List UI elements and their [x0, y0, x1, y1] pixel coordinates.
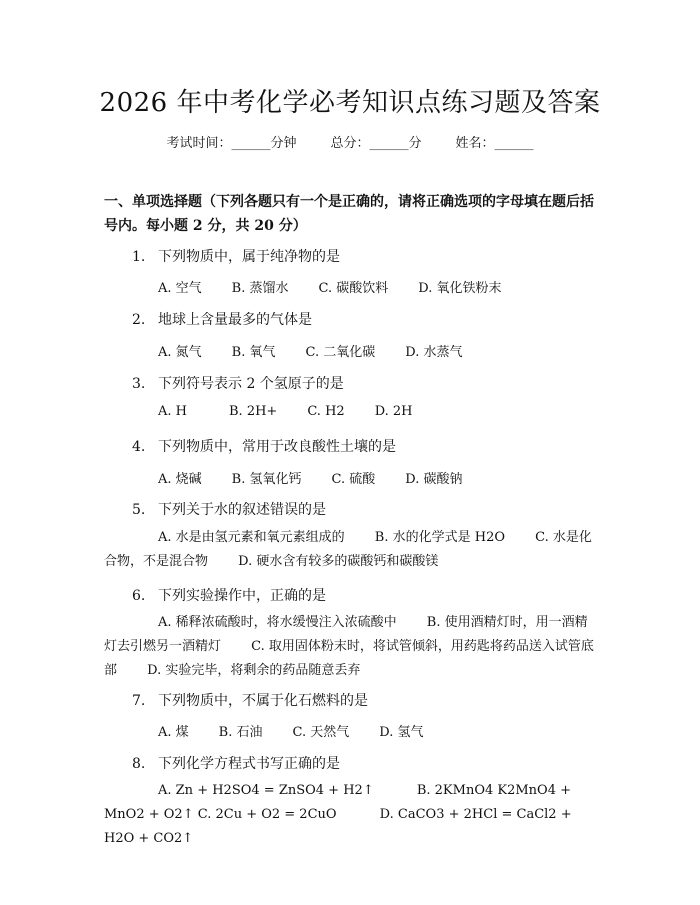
option-a: A. 空气 [158, 281, 202, 296]
section-heading: 一、单项选择题（下列各题只有一个是正确的，请将正确选项的字母填在题后括号内。每小题 2 分，共 20 分） [104, 194, 594, 234]
question-text: 下列物质中，不属于化石燃料的是 [158, 693, 368, 709]
question-1-options [158, 277, 531, 296]
option-d: D. 碳酸钠 [405, 472, 463, 487]
option-b: B. 氢氧化钙 [231, 472, 302, 487]
option-a: A. 烧碱 [158, 472, 202, 487]
question-text: 下列化学方程式书写正确的是 [158, 756, 340, 772]
question-number: 8. [132, 756, 146, 772]
question-7-stem [132, 690, 368, 710]
option-a: A. 氮气 [158, 345, 202, 360]
option-b: B. 2H+ [229, 404, 278, 419]
option-c: C. 硫酸 [331, 472, 376, 487]
question-number: 1. [132, 249, 146, 265]
question-text: 下列符号表示 2 个氢原子的是 [158, 376, 344, 392]
option-c: C. 二氧化碳 [305, 345, 376, 360]
question-number: 6. [132, 588, 146, 604]
question-2-stem [132, 309, 312, 329]
question-text: 下列关于水的叙述错误的是 [158, 502, 326, 518]
question-number: 7. [132, 693, 146, 709]
question-text: 下列物质中，属于纯净物的是 [158, 249, 340, 265]
question-6-options: A. 稀释浓硫酸时，将水缓慢注入浓硫酸中 B. 使用酒精灯时，用一酒精灯去引燃另一酒精灯 C. 取用固体粉末时，将试管倾斜，用药匙将药品送入试管底部 D. 实验完毕，将剩余的药品随意丢弃 [104, 615, 594, 678]
question-2-options [158, 341, 492, 360]
exam-meta [0, 132, 700, 151]
option-d: D. 氧化铁粉末 [418, 281, 502, 296]
question-4-options [158, 468, 492, 487]
option-a: A. H [158, 404, 187, 419]
question-4-stem [132, 436, 396, 456]
option-c: C. 碳酸饮料 [318, 281, 389, 296]
question-number: 3. [132, 376, 146, 392]
option-d: D. 水蒸气 [405, 345, 463, 360]
question-7-options [158, 721, 453, 740]
option-b: B. 氧气 [231, 345, 276, 360]
option-d: D. 氢气 [379, 725, 424, 740]
exam-time-field: 考试时间：______分钟 [166, 136, 297, 151]
total-score-field: 总分：______分 [330, 136, 422, 151]
option-c: C. H2 [307, 404, 345, 419]
option-b: B. 石油 [218, 725, 263, 740]
question-5-stem [132, 499, 326, 519]
question-number: 2. [132, 312, 146, 328]
option-b: B. 蒸馏水 [231, 281, 289, 296]
question-8-options: A. Zn + H2SO4 = ZnSO4 + H2↑ B. 2KMnO4 K2MnO4 + MnO2 + O2↑ C. 2Cu + O2 = 2CuO D. CaCO3 + 2HCl = CaCl2 + H2O + CO2↑ [104, 783, 572, 846]
question-number: 4. [132, 439, 146, 455]
question-8-stem [132, 753, 340, 773]
question-number: 5. [132, 502, 146, 518]
question-5-options: A. 水是由氢元素和氧元素组成的 B. 水的化学式是 H2O C. 水是化合物，不是混合物 D. 硬水含有较多的碳酸钙和碳酸镁 [104, 530, 592, 569]
question-1-stem [132, 246, 340, 266]
question-text: 地球上含量最多的气体是 [158, 312, 312, 328]
option-c: C. 天然气 [292, 725, 350, 740]
question-text: 下列实验操作中，正确的是 [158, 588, 326, 604]
question-6-stem [132, 585, 326, 605]
question-3-options [158, 404, 443, 419]
question-3-stem [132, 373, 344, 393]
name-field: 姓名：______ [455, 136, 534, 151]
option-d: D. 2H [374, 404, 413, 419]
option-a: A. 煤 [158, 725, 189, 740]
page-title: 2026 年中考化学必考知识点练习题及答案 [99, 88, 601, 118]
question-text: 下列物质中，常用于改良酸性土壤的是 [158, 439, 396, 455]
